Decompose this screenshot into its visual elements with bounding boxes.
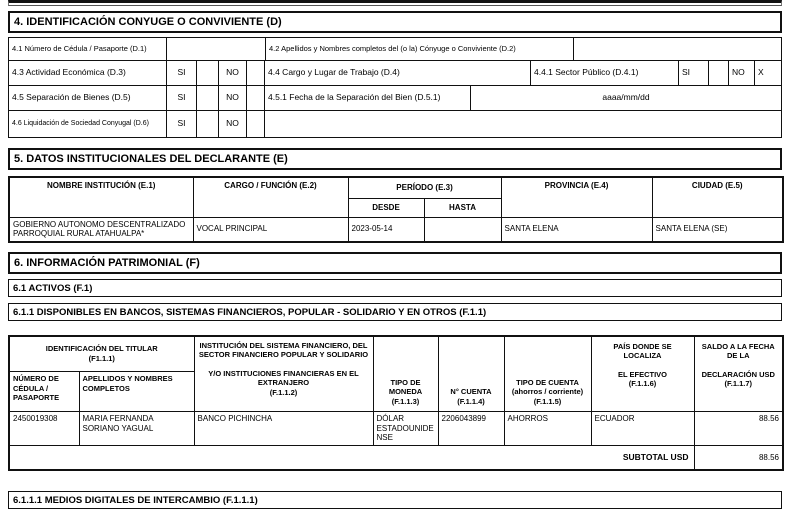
header-pais-line1: PAÍS DONDE SE LOCALIZA <box>613 341 672 360</box>
cell-institucion: GOBIERNO AUTONOMO DESCENTRALIZADO PARROQUIAL RURAL ATAHUALPA* <box>9 217 193 242</box>
header-apellidos-nombres: APELLIDOS Y NOMBRES COMPLETOS <box>79 372 194 412</box>
header-pais-efectivo <box>591 336 694 412</box>
header-hasta: HASTA <box>424 198 501 217</box>
label-4-4-1: 4.4.1 Sector Público (D.4.1) <box>531 61 679 85</box>
header-titular-code: (F1.1.1) <box>88 353 115 363</box>
section6-1-1-title: 6.1.1 DISPONIBLES EN BANCOS, SISTEMAS FINANCIEROS, POPULAR - SOLIDARIO Y EN OTROS (F.1.1) <box>8 303 782 321</box>
f11-data-row <box>9 412 783 446</box>
cell-saldo: 88.56 <box>694 412 783 446</box>
label-4-3-no: NO <box>219 61 247 85</box>
header-nombre-institucion: NOMBRE INSTITUCIÓN (E.1) <box>9 177 193 217</box>
header-pais-line2: EL EFECTIVO <box>617 369 668 379</box>
header-provincia: PROVINCIA (E.4) <box>501 177 652 217</box>
label-4-2: 4.2 Apellidos y Nombres completos del (o la) Cónyuge o Conviviente (D.2) <box>266 38 574 60</box>
checkbox-4-6-si <box>197 111 219 137</box>
cell-hasta <box>424 217 501 242</box>
section5-table <box>8 176 784 243</box>
cell-cedula: 2450019308 <box>9 412 79 446</box>
input-4-5-1-fecha: aaaa/mm/dd <box>602 92 650 103</box>
cell-banco: BANCO PICHINCHA <box>194 412 373 446</box>
section6-1-1-1-title: 6.1.1.1 MEDIOS DIGITALES DE INTERCAMBIO (F.1.1.1) <box>8 491 782 509</box>
section5-header-row1 <box>9 177 783 198</box>
checkbox-4-5-no <box>247 86 265 110</box>
header-periodo: PERÍODO (E.3) <box>348 177 501 198</box>
checkbox-4-6-no <box>247 111 265 137</box>
header-institucion-financiera <box>194 336 373 412</box>
cell-nombres: MARIA FERNANDA SORIANO YAGUAL <box>79 412 194 446</box>
header-tipocuenta-text: TIPO DE CUENTA <box>516 377 579 387</box>
header-cargo-funcion: CARGO / FUNCIÓN (E.2) <box>193 177 348 217</box>
f11-subtotal-row <box>9 445 783 470</box>
cell-tipo-cuenta: AHORROS <box>504 412 591 446</box>
label-4-3-si: SI <box>167 61 197 85</box>
header-institucion-line2: Y/O INSTITUCIONES FINANCIERAS EN EL EXTRANJERO <box>208 368 359 387</box>
f11-accounts-table <box>8 335 784 472</box>
section5-data-row <box>9 217 783 242</box>
header-pais-code: (F.1.1.6) <box>628 379 657 388</box>
header-identificacion-titular <box>9 336 194 372</box>
checkbox-4-4-1-si <box>709 61 729 85</box>
input-4-6-empty <box>265 111 781 137</box>
header-saldo-line2: DECLARACIÓN USD <box>701 369 775 379</box>
section4-title: 4. IDENTIFICACIÓN CONYUGE O CONVIVIENTE (D) <box>8 11 782 33</box>
label-4-1: 4.1 Número de Cédula / Pasaporte (D.1) <box>9 38 167 60</box>
header-saldo-code: (F.1.1.7) <box>724 379 753 388</box>
header-tipo-cuenta <box>504 336 591 412</box>
section5-title: 5. DATOS INSTITUCIONALES DEL DECLARANTE (E) <box>8 148 782 170</box>
row-4-5 <box>9 86 781 111</box>
cell-moneda: DÓLAR ESTADOUNIDENSE <box>373 412 438 446</box>
header-tipocuenta-sub: (ahorros / corriente) <box>511 387 584 396</box>
section6-1-title: 6.1 ACTIVOS (F.1) <box>8 279 782 297</box>
checkbox-4-4-1-no-marked: X <box>758 67 764 78</box>
cell-cargo: VOCAL PRINCIPAL <box>193 217 348 242</box>
label-4-4-1-no: NO <box>729 61 755 85</box>
header-tipocuenta-code: (F.1.1.5) <box>533 396 562 406</box>
header-tipo-moneda <box>373 336 438 412</box>
header-numero-cedula: NÚMERO DE CÉDULA / PASAPORTE <box>9 372 79 412</box>
input-4-1-cedula <box>167 38 266 60</box>
label-4-4: 4.4 Cargo y Lugar de Trabajo (D.4) <box>265 61 531 85</box>
header-titular-text: IDENTIFICACIÓN DEL TITULAR <box>45 344 158 354</box>
header-desde: DESDE <box>348 198 424 217</box>
row-4-1 <box>9 38 781 61</box>
f11-header-row1 <box>9 336 783 372</box>
header-numero-cuenta <box>438 336 504 412</box>
header-institucion-code: (F.1.1.2) <box>269 387 298 397</box>
label-4-5-no: NO <box>219 86 247 110</box>
header-institucion-line1: INSTITUCIÓN DEL SISTEMA FINANCIERO, DEL SECTOR FINANCIERO POPULAR Y SOLIDARIO <box>198 340 369 359</box>
header-cuenta-text: N° CUENTA <box>450 387 492 396</box>
header-saldo-line1: SALDO A LA FECHA DE LA <box>701 341 775 360</box>
cell-ciudad: SANTA ELENA (SE) <box>652 217 783 242</box>
label-4-6: 4.6 Liquidación de Sociedad Conyugal (D.6) <box>9 111 167 137</box>
row-4-3 <box>9 61 781 86</box>
checkbox-4-3-no <box>247 61 265 85</box>
label-4-5-1: 4.5.1 Fecha de la Separación del Bien (D.5.1) <box>265 86 471 110</box>
cell-pais: ECUADOR <box>591 412 694 446</box>
label-4-5: 4.5 Separación de Bienes (D.5) <box>9 86 167 110</box>
subtotal-label: SUBTOTAL USD <box>9 445 694 470</box>
checkbox-4-5-si <box>197 86 219 110</box>
header-moneda-code: (F.1.1.3) <box>391 396 420 406</box>
label-4-3: 4.3 Actividad Económica (D.3) <box>9 61 167 85</box>
input-4-2-nombres <box>574 38 781 60</box>
cell-desde: 2023-05-14 <box>348 217 424 242</box>
row-4-6 <box>9 111 781 137</box>
header-saldo-declaracion <box>694 336 783 412</box>
previous-section-bottom-edge <box>8 0 782 6</box>
header-ciudad: CIUDAD (E.5) <box>652 177 783 217</box>
label-4-6-no: NO <box>219 111 247 137</box>
label-4-5-si: SI <box>167 86 197 110</box>
label-4-4-1-si: SI <box>679 61 709 85</box>
section6-title: 6. INFORMACIÓN PATRIMONIAL (F) <box>8 252 782 274</box>
checkbox-4-3-si <box>197 61 219 85</box>
label-4-6-si: SI <box>167 111 197 137</box>
cell-provincia: SANTA ELENA <box>501 217 652 242</box>
section4-table <box>8 37 782 138</box>
cell-numero-cuenta: 2206043899 <box>438 412 504 446</box>
subtotal-value: 88.56 <box>694 445 783 470</box>
header-cuenta-code: (F.1.1.4) <box>457 396 485 406</box>
header-moneda-text: TIPO DE MONEDA <box>388 377 423 396</box>
